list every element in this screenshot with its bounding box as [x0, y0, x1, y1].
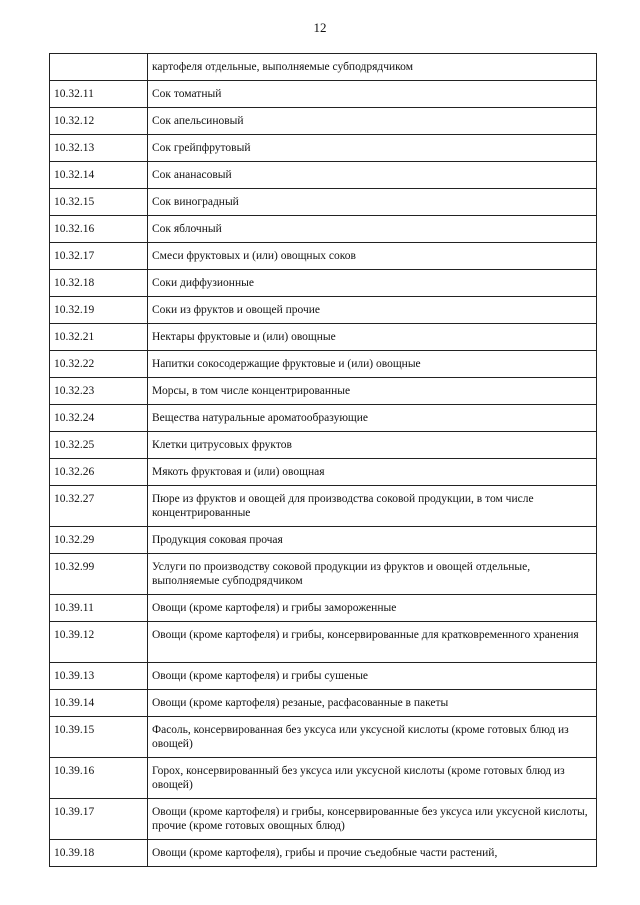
- code-cell: 10.39.11: [50, 595, 148, 622]
- page-number: 12: [313, 20, 327, 35]
- table-row: [50, 81, 597, 108]
- name-cell: Сок яблочный: [148, 216, 597, 243]
- table-row: [50, 324, 597, 351]
- name-cell: Овощи (кроме картофеля) резаные, расфасованные в пакеты: [148, 690, 597, 717]
- table-row: [50, 486, 597, 527]
- code-cell: 10.39.15: [50, 717, 148, 758]
- code-cell: 10.32.24: [50, 405, 148, 432]
- code-cell: 10.32.12: [50, 108, 148, 135]
- table-row: [50, 54, 597, 81]
- table-row: [50, 432, 597, 459]
- table-row: [50, 108, 597, 135]
- table-row: [50, 663, 597, 690]
- code-cell: 10.39.18: [50, 840, 148, 867]
- code-cell: 10.39.12: [50, 622, 148, 663]
- table-row: [50, 758, 597, 799]
- code-cell: 10.32.25: [50, 432, 148, 459]
- name-cell: Сок томатный: [148, 81, 597, 108]
- name-cell: Соки из фруктов и овощей прочие: [148, 297, 597, 324]
- name-cell: Пюре из фруктов и овощей для производства соковой продукции, в том числе концентрированные: [148, 486, 597, 527]
- name-cell: Услуги по производству соковой продукции из фруктов и овощей отдельные, выполняемые субподрядчиком: [148, 554, 597, 595]
- code-cell: 10.32.26: [50, 459, 148, 486]
- classification-table: [49, 53, 597, 867]
- name-cell: Овощи (кроме картофеля) и грибы сушеные: [148, 663, 597, 690]
- name-cell: Мякоть фруктовая и (или) овощная: [148, 459, 597, 486]
- name-cell: Сок апельсиновый: [148, 108, 597, 135]
- table-row: [50, 216, 597, 243]
- name-cell: Сок ананасовый: [148, 162, 597, 189]
- code-cell: 10.39.17: [50, 799, 148, 840]
- table-row: [50, 622, 597, 663]
- name-cell: Нектары фруктовые и (или) овощные: [148, 324, 597, 351]
- table-row: [50, 717, 597, 758]
- name-cell: Сок грейпфрутовый: [148, 135, 597, 162]
- code-cell: 10.32.23: [50, 378, 148, 405]
- code-cell: [50, 54, 148, 81]
- table-row: [50, 840, 597, 867]
- name-cell: Овощи (кроме картофеля) и грибы, консервированные без уксуса или уксусной кислоты, прочие (кроме готовых овощных блюд): [148, 799, 597, 840]
- table-row: [50, 243, 597, 270]
- table-row: [50, 799, 597, 840]
- code-cell: 10.39.14: [50, 690, 148, 717]
- name-cell: Горох, консервированный без уксуса или уксусной кислоты (кроме готовых блюд из овощей): [148, 758, 597, 799]
- code-cell: 10.32.22: [50, 351, 148, 378]
- name-cell: Овощи (кроме картофеля) и грибы замороженные: [148, 595, 597, 622]
- code-cell: 10.32.16: [50, 216, 148, 243]
- table-row: [50, 378, 597, 405]
- name-cell: Напитки сокосодержащие фруктовые и (или) овощные: [148, 351, 597, 378]
- code-cell: 10.32.19: [50, 297, 148, 324]
- name-cell: Фасоль, консервированная без уксуса или уксусной кислоты (кроме готовых блюд из овощей): [148, 717, 597, 758]
- code-cell: 10.39.16: [50, 758, 148, 799]
- code-cell: 10.32.27: [50, 486, 148, 527]
- code-cell: 10.32.29: [50, 527, 148, 554]
- name-cell: Овощи (кроме картофеля) и грибы, консервированные для кратковременного хранения: [148, 622, 597, 663]
- code-cell: 10.32.11: [50, 81, 148, 108]
- name-cell: картофеля отдельные, выполняемые субподрядчиком: [148, 54, 597, 81]
- code-cell: 10.32.21: [50, 324, 148, 351]
- table-row: [50, 595, 597, 622]
- table-row: [50, 527, 597, 554]
- code-cell: 10.32.14: [50, 162, 148, 189]
- name-cell: Продукция соковая прочая: [148, 527, 597, 554]
- code-cell: 10.39.13: [50, 663, 148, 690]
- name-cell: Клетки цитрусовых фруктов: [148, 432, 597, 459]
- table-row: [50, 189, 597, 216]
- name-cell: Сок виноградный: [148, 189, 597, 216]
- table-row: [50, 270, 597, 297]
- table-row: [50, 135, 597, 162]
- code-cell: 10.32.13: [50, 135, 148, 162]
- code-cell: 10.32.17: [50, 243, 148, 270]
- name-cell: Морсы, в том числе концентрированные: [148, 378, 597, 405]
- table-row: [50, 297, 597, 324]
- table-row: [50, 405, 597, 432]
- name-cell: Смеси фруктовых и (или) овощных соков: [148, 243, 597, 270]
- table-row: [50, 554, 597, 595]
- table-row: [50, 690, 597, 717]
- code-cell: 10.32.15: [50, 189, 148, 216]
- table-row: [50, 459, 597, 486]
- code-cell: 10.32.18: [50, 270, 148, 297]
- code-cell: 10.32.99: [50, 554, 148, 595]
- name-cell: Соки диффузионные: [148, 270, 597, 297]
- name-cell: Вещества натуральные ароматообразующие: [148, 405, 597, 432]
- table-row: [50, 351, 597, 378]
- table-row: [50, 162, 597, 189]
- name-cell: Овощи (кроме картофеля), грибы и прочие съедобные части растений,: [148, 840, 597, 867]
